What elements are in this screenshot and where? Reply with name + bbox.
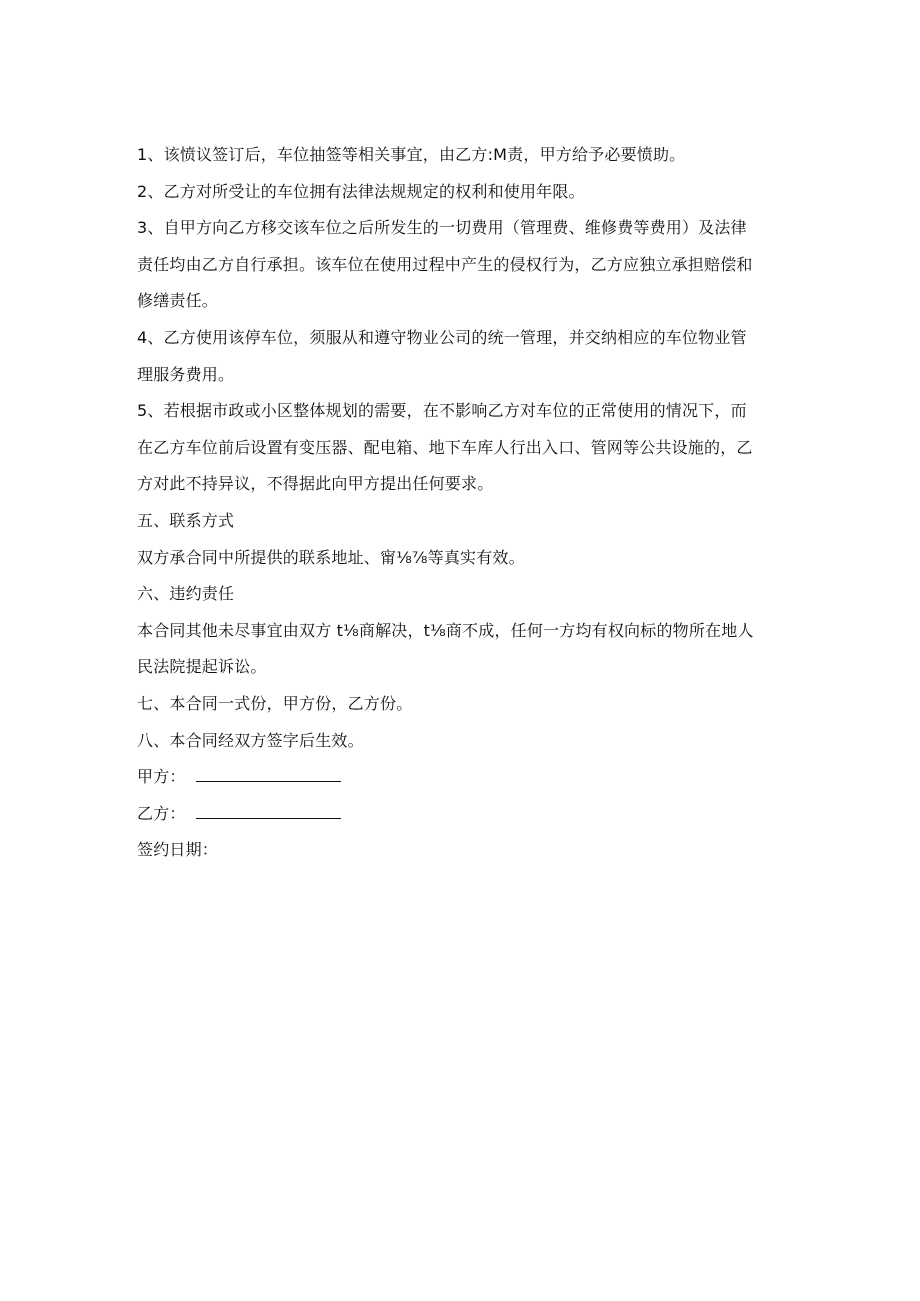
text-line: 5、若根据市政或小区整体规划的需要，在不影响乙方对车位的正常使用的情况下，而 bbox=[137, 401, 747, 421]
signature-row-party-a bbox=[137, 759, 787, 796]
section-heading-effective: 八、本合同经双方签字后生效。 bbox=[137, 730, 364, 750]
text-line: 双方承合同中所提供的联系地址、甯⅛⅞等真实有效。 bbox=[137, 547, 525, 567]
signature-row-party-b bbox=[137, 796, 787, 833]
text-line: 2、乙方对所受让的车位拥有法律法规规定的权利和使用年限。 bbox=[137, 181, 585, 201]
party-b-signature-line bbox=[196, 804, 341, 819]
text-line: 1、该愤议签订后，车位抽签等相关事宜，由乙方:M责，甲方给予必要愤助。 bbox=[137, 145, 686, 164]
party-a-label: 甲方： bbox=[137, 767, 186, 787]
text-line: 3、自甲方向乙方移交该车位之后所发生的一切费用（管理费、维修费等费用）及法律 bbox=[137, 218, 747, 238]
signature-row-date bbox=[137, 832, 787, 869]
text-line: 方对此不持异议，不得据此向甲方提出任何要求。 bbox=[137, 474, 494, 494]
text-line: 责任均由乙方自行承担。该车位在使用过程中产生的侵权行为，乙方应独立承担赔偿和 bbox=[137, 254, 753, 274]
party-b-label: 乙方： bbox=[137, 803, 186, 823]
text-line: 民法院提起诉讼。 bbox=[137, 657, 267, 677]
text-line: 4、乙方使用该停车位，须服从和遵守物业公司的统一管理，并交纳相应的车位物业管 bbox=[137, 327, 747, 347]
section-heading-contact: 五、联系方式 bbox=[137, 510, 235, 530]
sign-date-label: 签约日期： bbox=[137, 840, 219, 860]
contract-page bbox=[137, 137, 787, 869]
section-heading-liability: 六、违约责任 bbox=[137, 584, 235, 604]
text-line: 本合同其他未尽事宜由双方 t⅛商解决，t⅛商不成，任何一方均有权向标的物所在地人 bbox=[137, 620, 754, 640]
text-line: 理服务费用。 bbox=[137, 364, 235, 384]
text-line: 修缮责任。 bbox=[137, 291, 219, 311]
party-a-signature-line bbox=[196, 767, 341, 782]
section-heading-copies: 七、本合同一式份，甲方份，乙方份。 bbox=[137, 693, 413, 713]
text-line: 在乙方车位前后设置有变压器、配电箱、地下车库人行出入口、管网等公共设施的，乙 bbox=[137, 437, 753, 457]
